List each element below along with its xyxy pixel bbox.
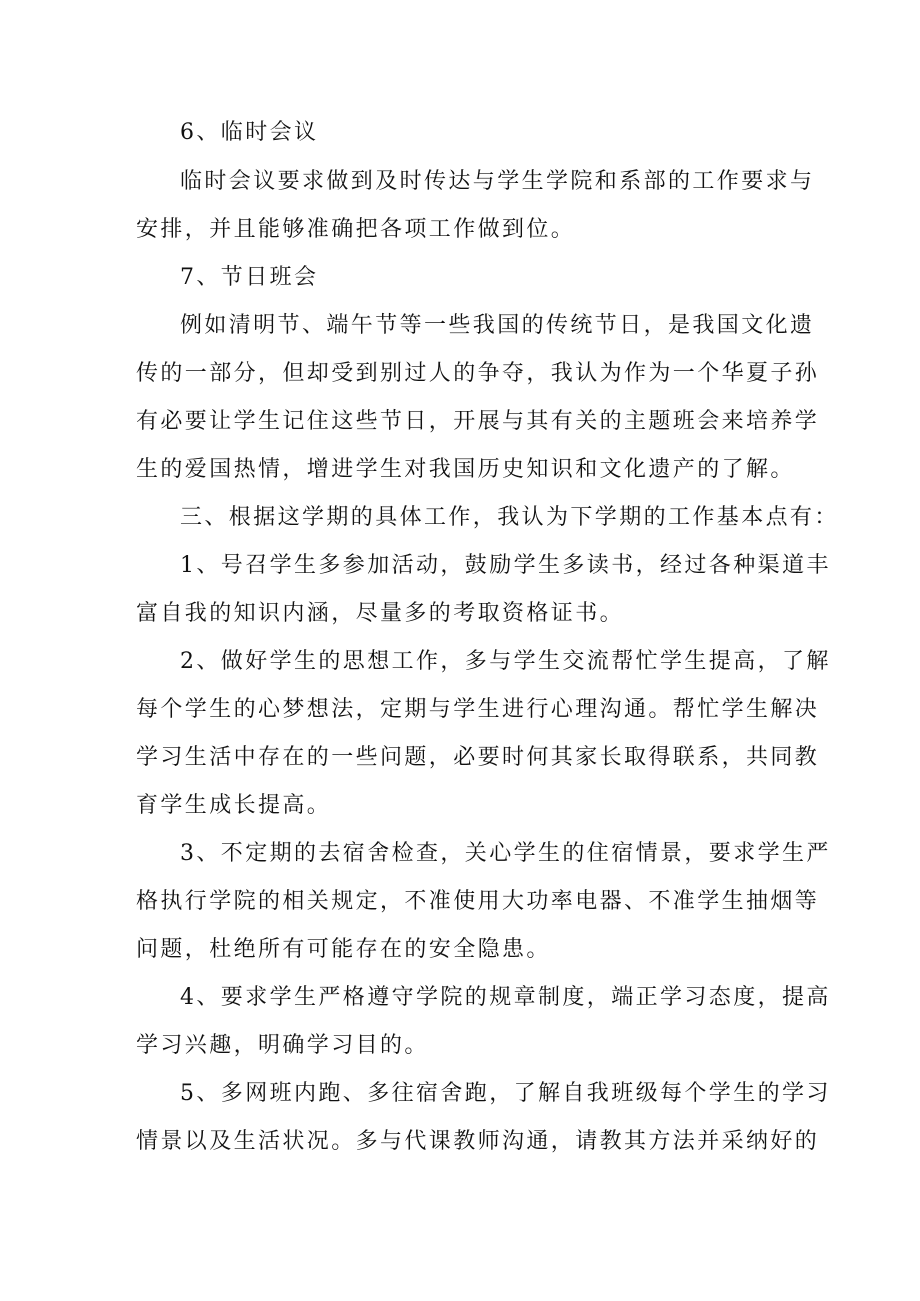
paragraph-line: 富自我的知识内涵，尽量多的考取资格证书。 — [136, 601, 625, 626]
paragraph-line: 3、不定期的去宿舍检查，关心学生的住宿情景，要求学生严 — [180, 841, 831, 866]
paragraph-line: 情景以及生活状况。多与代课教师沟通，请教其方法并采纳好的 — [136, 1129, 820, 1154]
paragraph-line: 1、号召学生多参加活动，鼓励学生多读书，经过各种渠道丰 — [180, 553, 831, 578]
paragraph-line: 2、做好学生的思想工作，多与学生交流帮忙学生提高，了解 — [180, 649, 831, 674]
paragraph-line: 育学生成长提高。 — [136, 793, 332, 818]
section-heading-holiday-class-meeting: 7、节日班会 — [180, 265, 319, 290]
paragraph-line: 学习生活中存在的一些问题，必要时何其家长取得联系，共同教 — [136, 745, 820, 770]
paragraph-line: 有必要让学生记住这些节日，开展与其有关的主题班会来培养学 — [136, 409, 820, 434]
paragraph-line: 每个学生的心梦想法，定期与学生进行心理沟通。帮忙学生解决 — [136, 697, 820, 722]
paragraph-line: 4、要求学生严格遵守学院的规章制度，端正学习态度，提高 — [180, 985, 831, 1010]
section-heading-temporary-meeting: 6、临时会议 — [180, 120, 319, 145]
paragraph-line: 例如清明节、端午节等一些我国的传统节日，是我国文化遗 — [180, 313, 815, 338]
paragraph-line: 问题，杜绝所有可能存在的安全隐患。 — [136, 937, 551, 962]
section-heading-next-semester-points: 三、根据这学期的具体工作，我认为下学期的工作基本点有： — [180, 505, 839, 530]
paragraph-line: 传的一部分，但却受到别过人的争夺，我认为作为一个华夏子孙 — [136, 361, 820, 386]
paragraph-line: 5、多网班内跑、多往宿舍跑，了解自我班级每个学生的学习 — [180, 1081, 831, 1106]
paragraph-line: 生的爱国热情，增进学生对我国历史知识和文化遗产的了解。 — [136, 457, 795, 482]
paragraph-line: 临时会议要求做到及时传达与学生学院和系部的工作要求与 — [180, 169, 815, 194]
paragraph-line: 安排，并且能够准确把各项工作做到位。 — [136, 217, 576, 242]
paragraph-line: 学习兴趣，明确学习目的。 — [136, 1033, 429, 1058]
paragraph-line: 格执行学院的相关规定，不准使用大功率电器、不准学生抽烟等 — [136, 889, 820, 914]
